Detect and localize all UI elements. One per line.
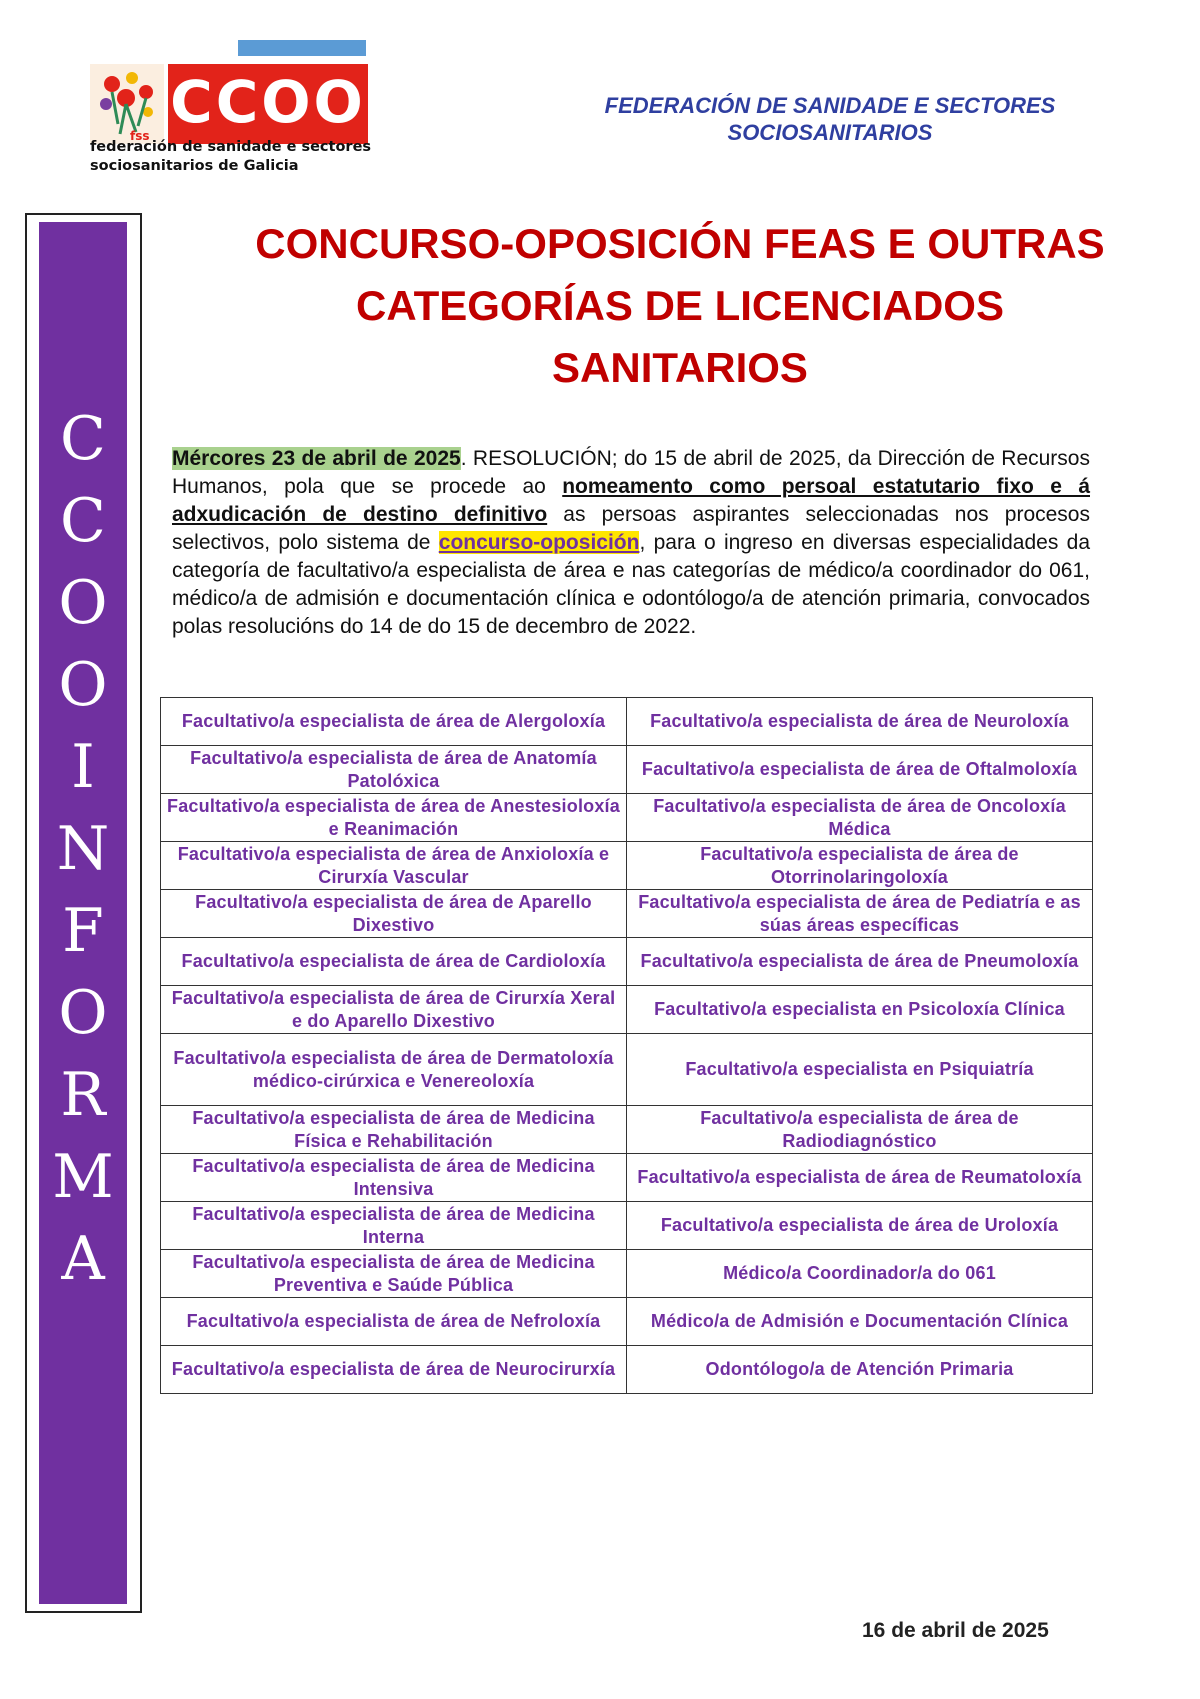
category-cell: Facultativo/a especialista de área de Medicina Intensiva bbox=[161, 1154, 627, 1202]
sidebar-letter: R bbox=[60, 1060, 106, 1130]
category-cell: Facultativo/a especialista en Psicoloxía Clínica bbox=[627, 986, 1093, 1034]
table-row bbox=[161, 746, 1093, 794]
category-cell: Facultativo/a especialista de área de Dermatoloxía médico-cirúrxica e Venereoloxía bbox=[161, 1034, 627, 1106]
table-row bbox=[161, 698, 1093, 746]
category-cell: Facultativo/a especialista de área de Nefroloxía bbox=[161, 1298, 627, 1346]
intro-text2: as persoas aspirantes seleccionadas nos procesos selectivos, polo sistema de bbox=[172, 503, 1090, 554]
category-cell: Facultativo/a especialista de área de Anestesioloxía e Reanimación bbox=[161, 794, 627, 842]
emblem-label: fss bbox=[130, 129, 150, 143]
logo-wordmark-box bbox=[168, 64, 368, 144]
category-cell: Facultativo/a especialista de área de Otorrinolaringoloxía bbox=[627, 842, 1093, 890]
sidebar-letter: M bbox=[52, 1142, 114, 1212]
category-cell: Facultativo/a especialista de área de Medicina Interna bbox=[161, 1202, 627, 1250]
category-cell: Médico/a Coordinador/a do 061 bbox=[627, 1250, 1093, 1298]
category-cell: Facultativo/a especialista de área de Oftalmoloxía bbox=[627, 746, 1093, 794]
table-row bbox=[161, 1106, 1093, 1154]
sidebar-vertical-text bbox=[39, 398, 127, 1300]
category-cell: Facultativo/a especialista de área de Alergoloxía bbox=[161, 698, 627, 746]
sidebar-letter: C bbox=[60, 486, 106, 556]
table-row bbox=[161, 842, 1093, 890]
categories-table-body bbox=[161, 698, 1093, 1394]
sidebar-letter: C bbox=[60, 404, 106, 474]
table-row bbox=[161, 1250, 1093, 1298]
table-row bbox=[161, 1034, 1093, 1106]
logo-subtitle-line2: sociosanitarios de Galicia bbox=[90, 158, 299, 174]
category-cell: Facultativo/a especialista de área de Anxioloxía e Cirurxía Vascular bbox=[161, 842, 627, 890]
title-line3: SANITARIOS bbox=[552, 344, 808, 391]
category-cell: Facultativo/a especialista de área de Cirurxía Xeral e do Aparello Dixestivo bbox=[161, 986, 627, 1034]
logo-accent-bar bbox=[238, 40, 366, 56]
federation-header bbox=[560, 92, 1100, 146]
table-row bbox=[161, 890, 1093, 938]
category-cell: Facultativo/a especialista de área de Oncoloxía Médica bbox=[627, 794, 1093, 842]
logo-wordmark: CCOO bbox=[170, 68, 366, 136]
intro-text1: . RESOLUCIÓN; do 15 de abril de 2025, da Dirección de Recursos Humanos, pola que se procede ao bbox=[172, 447, 1090, 498]
sidebar-letter: O bbox=[58, 568, 108, 638]
table-row bbox=[161, 986, 1093, 1034]
federation-line1: FEDERACIÓN DE SANIDADE E SECTORES bbox=[604, 93, 1056, 118]
category-cell: Facultativo/a especialista en Psiquiatría bbox=[627, 1034, 1093, 1106]
sidebar-letter: A bbox=[61, 1224, 105, 1294]
table-row bbox=[161, 794, 1093, 842]
federation-line2: SOCIOSANITARIOS bbox=[727, 120, 933, 145]
sidebar-letter: I bbox=[71, 732, 95, 802]
category-cell: Facultativo/a especialista de área de Medicina Física e Rehabilitación bbox=[161, 1106, 627, 1154]
sidebar-band bbox=[39, 222, 127, 1604]
table-row bbox=[161, 938, 1093, 986]
category-cell: Facultativo/a especialista de área de Neuroloxía bbox=[627, 698, 1093, 746]
intro-text3: , para o ingreso en diversas especialidades da categoría de facultativo/a especialista de área e nas categorías de médico/a coordinador do 061, médico/a de admisión e documentación clínica e odontólogo/a de atención primaria, convocados polas resolucións do 14 de do 15 de decembro de 2022. bbox=[172, 531, 1090, 638]
table-row bbox=[161, 1154, 1093, 1202]
category-cell: Médico/a de Admisión e Documentación Clínica bbox=[627, 1298, 1093, 1346]
category-cell: Facultativo/a especialista de área de Reumatoloxía bbox=[627, 1154, 1093, 1202]
intro-date: Mércores 23 de abril de 2025 bbox=[172, 447, 461, 470]
sidebar-letter: O bbox=[58, 978, 108, 1048]
category-cell: Facultativo/a especialista de área de Neurocirurxía bbox=[161, 1346, 627, 1394]
category-cell: Facultativo/a especialista de área de Aparello Dixestivo bbox=[161, 890, 627, 938]
intro-emphasis: nomeamento como persoal estatutario fixo e á adxudicación de destino definitivo bbox=[172, 475, 1090, 526]
intro-paragraph bbox=[172, 445, 1090, 641]
category-cell: Facultativo/a especialista de área de Radiodiagnóstico bbox=[627, 1106, 1093, 1154]
intro-system: concurso-oposición bbox=[438, 531, 640, 554]
page-title bbox=[175, 213, 1185, 399]
logo-subtitle bbox=[90, 138, 410, 176]
sidebar-letter: O bbox=[58, 650, 108, 720]
sidebar-letter: F bbox=[62, 896, 104, 966]
document-date: 16 de abril de 2025 bbox=[862, 1619, 1049, 1642]
table-row bbox=[161, 1346, 1093, 1394]
table-row bbox=[161, 1298, 1093, 1346]
category-cell: Odontólogo/a de Atención Primaria bbox=[627, 1346, 1093, 1394]
sidebar-letter: N bbox=[56, 814, 110, 884]
logo-subtitle-line1: federación de sanidade e sectores bbox=[90, 139, 372, 155]
ccoo-logo bbox=[90, 40, 400, 180]
category-cell: Facultativo/a especialista de área de Anatomía Patolóxica bbox=[161, 746, 627, 794]
table-row bbox=[161, 1202, 1093, 1250]
category-cell: Facultativo/a especialista de área de Pneumoloxía bbox=[627, 938, 1093, 986]
category-cell: Facultativo/a especialista de área de Cardioloxía bbox=[161, 938, 627, 986]
category-cell: Facultativo/a especialista de área de Medicina Preventiva e Saúde Pública bbox=[161, 1250, 627, 1298]
category-cell: Facultativo/a especialista de área de Pediatría e as súas áreas específicas bbox=[627, 890, 1093, 938]
flower-emblem-icon bbox=[90, 64, 164, 144]
title-line1: CONCURSO-OPOSICIÓN FEAS E OUTRAS bbox=[255, 220, 1105, 267]
categories-table bbox=[160, 697, 1093, 1394]
title-line2: CATEGORÍAS DE LICENCIADOS bbox=[356, 282, 1004, 329]
category-cell: Facultativo/a especialista de área de Uroloxía bbox=[627, 1202, 1093, 1250]
